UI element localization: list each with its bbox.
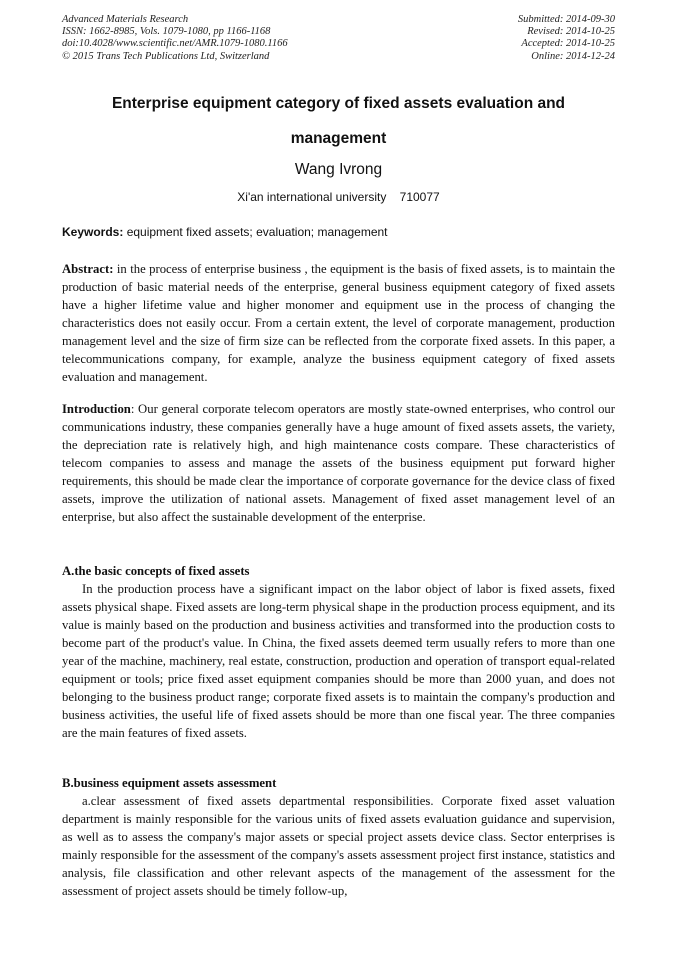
paper-title	[62, 86, 615, 156]
keywords-label: Keywords:	[62, 225, 124, 239]
introduction-text: : Our general corporate telecom operators are mostly state-owned enterprises, who control our communications industry, these companies generally have a huge amount of fixed assets assets, the variety, the depreciation rate is relatively high, and high maintenance costs compare. These characteristics of telecom companies to assess and manage the assets of the business equipment put forward higher requirements, this should be made clear the importance of corporate governance for the device class of fixed assets, improve the utilization of national assets. Management of fixed asset management level of an enterprise, but also affect the sustainable development of the enterprise.	[62, 402, 615, 524]
introduction	[62, 400, 615, 526]
date-submitted: Submitted: 2014-09-30	[517, 14, 615, 25]
abstract-label: Abstract:	[62, 262, 114, 276]
paper-title-line-1: Enterprise equipment category of fixed assets evaluation and	[111, 95, 566, 112]
journal-issn: ISSN: 1662-8985, Vols. 1079-1080, pp 1166-1168	[62, 26, 271, 38]
introduction-label: Introduction	[62, 402, 131, 416]
journal-copyright: © 2015 Trans Tech Publications Ltd, Switzerland	[62, 50, 270, 62]
paper-title-line-2: management	[290, 130, 387, 147]
abstract	[62, 260, 615, 386]
keywords-text: equipment fixed assets; evaluation; management	[123, 225, 388, 239]
section-b-paragraph: a.clear assessment of fixed assets departmental responsibilities. Corporate fixed asset valuation department is mainly responsible for the various units of fixed assets evaluation guidance and supervision, as well as to assess the company's major assets or special project assets device class. Sector enterprises is mainly responsible for the assessment of the company's assets assessment project first instance, statistics and analysis, file classification and other relevant aspects of the management of the assessment for the assessment of project assets should be timely follow-up,	[62, 794, 615, 898]
date-revised: Revised: 2014-10-25	[527, 26, 615, 38]
journal-info	[62, 14, 288, 63]
paper-author: Wang Ivrong	[294, 161, 383, 178]
date-online: Online: 2014-12-24	[531, 50, 615, 62]
section-a-paragraph: In the production process have a significant impact on the labor object of labor is fixed assets, fixed assets physical shape. Fixed assets are long-term physical shape in the production process equipment, and its value is mainly based on the production and business activities and transformed into the production costs to become part of the product's value. In China, the fixed assets deemed term usually refers to more than one year of the machine, machinery, real estate, construction, production and operation of transport equal-related equipment or tools; price fixed asset equipment companies should be more than 2000 yuan, and does not belonging to the business product range; corporate fixed assets is to maintain the company's production and business activities, the useful life of fixed assets should be more than one fiscal year. The three companies are the main features of fixed assets.	[62, 582, 615, 740]
section-b	[62, 774, 615, 900]
abstract-text: in the process of enterprise business , the equipment is the basis of fixed assets, is to maintain the production of basic material needs of the enterprise, general business equipment category of fixed assets have a higher lifetime value and higher monomer and equipment use in the process of changing the characteristics does not easily occur. From a certain extent, the level of corporate management, production management level and the size of firm size can be reflected from the corporate fixed assets. In this paper, a telecommunications company, for example, analyze the business equipment category of fixed assets evaluation and management.	[62, 262, 615, 384]
publication-dates	[518, 14, 615, 63]
section-b-heading: B.business equipment assets assessment	[62, 776, 277, 790]
journal-doi: doi:10.4028/www.scientific.net/AMR.1079-1080.1166	[62, 38, 288, 50]
section-a-heading: A.the basic concepts of fixed assets	[62, 564, 250, 578]
date-accepted: Accepted: 2014-10-25	[521, 38, 615, 50]
section-a	[62, 562, 615, 742]
journal-name: Advanced Materials Research	[62, 14, 189, 25]
keywords	[62, 225, 615, 240]
paper-affiliation: Xi'an international university 710077	[237, 190, 440, 204]
